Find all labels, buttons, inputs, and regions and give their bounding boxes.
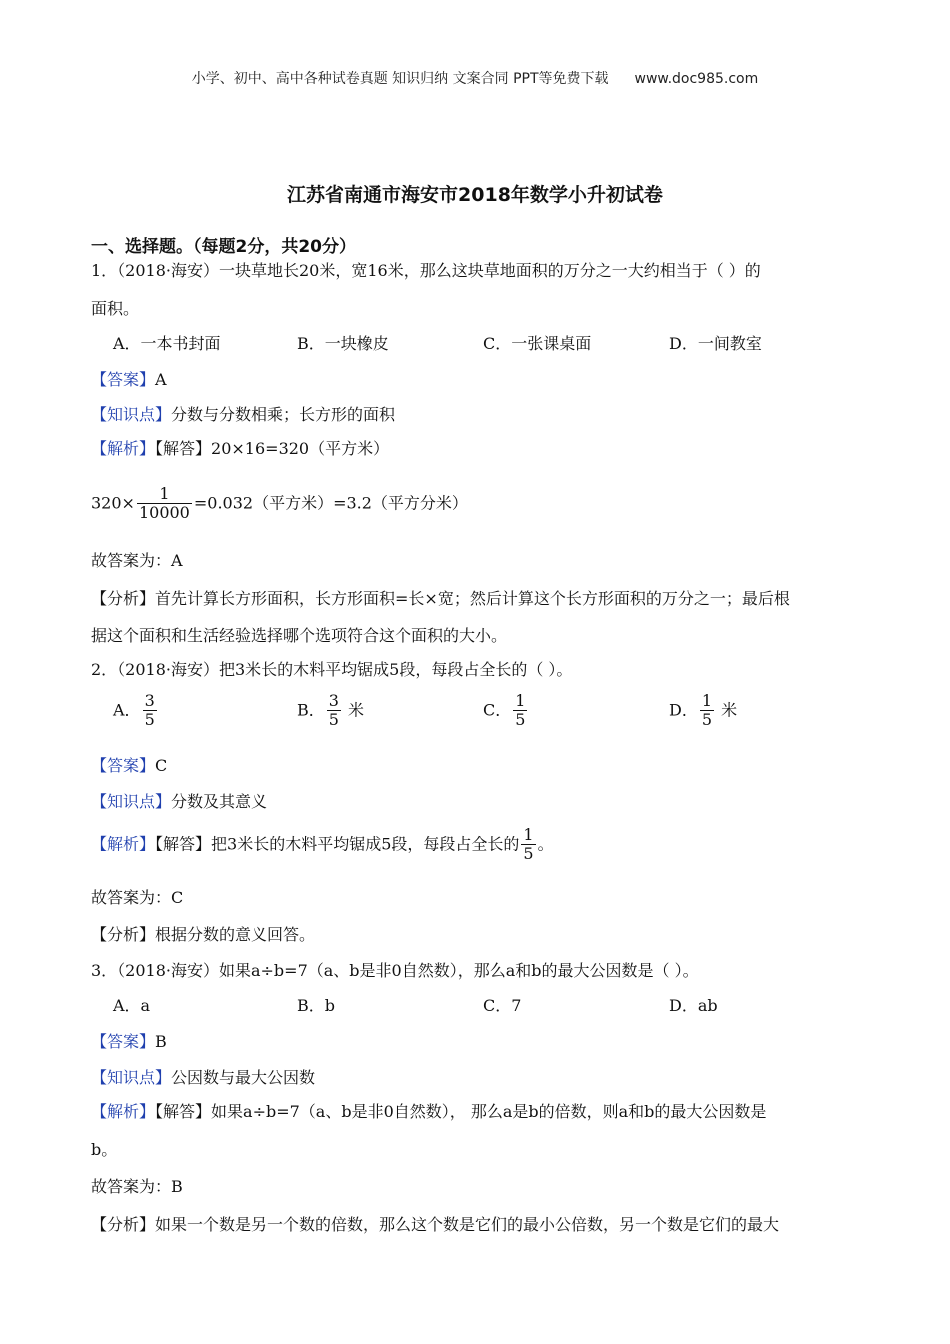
fraction-denominator: 5 — [701, 710, 713, 730]
q1-fenxi-line2: 据这个面积和生活经验选择哪个选项符合这个面积的大小。 — [91, 626, 508, 645]
fraction-denominator: 5 — [523, 844, 534, 864]
fraction-numerator: 1 — [515, 691, 526, 710]
q2-fenxi — [91, 922, 315, 945]
q3-fenxi-text: 如果一个数是另一个数的倍数，那么这个数是它们的最小公倍数，另一个数是它们的最大 — [155, 1215, 780, 1234]
q1-analysis — [91, 436, 389, 459]
q1-calc-post: =0.032（平方米）=3.2（平方分米） — [193, 493, 468, 513]
fraction-numerator: 1 — [159, 484, 170, 503]
option-label: A． — [113, 700, 141, 720]
option-fraction — [700, 692, 714, 730]
header-text: 小学、初中、高中各种试卷真题 知识归纳 文案合同 PPT等免费下载 — [191, 71, 609, 87]
q2-conclusion: 故答案为：C — [91, 888, 184, 907]
q1-stem-line2: 面积。 — [91, 299, 140, 318]
q3-solve-text: 如果a÷b=7（a、b是非0自然数）， 那么a是b的倍数，则a和b的最大公因数是 — [211, 1102, 767, 1121]
q3-analysis-line1 — [91, 1099, 766, 1122]
q3-option-c: C．7 — [483, 996, 522, 1015]
option-label: D． — [669, 700, 698, 720]
header-url[interactable]: www.doc985.com — [634, 71, 759, 87]
q2-solve-text: 把3米长的木料平均锯成5段，每段占全长的 — [211, 834, 520, 854]
q2-option-a — [113, 692, 159, 730]
q1-option-b: B．一块橡皮 — [297, 334, 389, 353]
q3-option-b: B．b — [297, 996, 336, 1015]
q3-knowledge-text: 公因数与最大公因数 — [171, 1068, 316, 1087]
q2-option-b — [297, 692, 364, 730]
answer-tag: 【答案】 — [91, 370, 156, 389]
page-header — [0, 68, 950, 88]
q1-conclusion: 故答案为：A — [91, 551, 183, 570]
page-title: 江苏省南通市海安市2018年数学小升初试卷 — [287, 184, 663, 206]
q3-stem: 3．（2018·海安）如果a÷b=7（a、b是非0自然数），那么a和b的最大公因数是（ ）。 — [91, 961, 699, 980]
q1-calc-pre: 320× — [91, 493, 135, 513]
q3-option-a: A．a — [113, 996, 151, 1015]
q2-solve-end: 。 — [537, 834, 554, 854]
fenxi-tag: 【分析】 — [91, 925, 156, 944]
q1-knowledge — [91, 402, 395, 425]
analysis-tag: 【解析】 — [91, 439, 156, 458]
solve-tag: 【解答】 — [155, 834, 212, 854]
option-fraction — [327, 692, 341, 730]
q2-knowledge — [91, 789, 267, 812]
fraction-denominator: 5 — [144, 710, 155, 730]
fenxi-tag: 【分析】 — [91, 1215, 156, 1234]
q2-stem: 2．（2018·海安）把3米长的木料平均锯成5段，每段占全长的（ ）。 — [91, 660, 573, 679]
option-fraction — [513, 692, 527, 730]
q3-option-d: D．ab — [669, 996, 718, 1015]
fraction-denominator: 10000 — [138, 503, 190, 523]
q3-answer-value: B — [155, 1032, 167, 1051]
analysis-tag: 【解析】 — [91, 1102, 156, 1121]
fraction-numerator: 1 — [701, 691, 713, 710]
option-label: B． — [297, 700, 325, 720]
q2-answer — [91, 753, 167, 776]
q2-option-d — [669, 692, 737, 730]
fraction-numerator: 1 — [523, 825, 534, 844]
q2-answer-value: C — [155, 756, 168, 775]
fraction-numerator: 3 — [328, 691, 339, 710]
answer-tag: 【答案】 — [91, 756, 156, 775]
q2-analysis — [91, 826, 554, 864]
q2-fenxi-text: 根据分数的意义回答。 — [155, 925, 316, 944]
q2-knowledge-text: 分数及其意义 — [171, 792, 268, 811]
q1-fenxi-text: 首先计算长方形面积，长方形面积=长×宽；然后计算这个长方形面积的万分之一；最后根 — [155, 589, 790, 608]
option-unit: 米 — [721, 700, 738, 720]
q3-analysis-line2: b。 — [91, 1140, 118, 1159]
q1-option-d: D．一间教室 — [669, 334, 762, 353]
knowledge-tag: 【知识点】 — [91, 792, 172, 811]
fraction-denominator: 5 — [515, 710, 526, 730]
solve-tag: 【解答】 — [155, 439, 212, 458]
knowledge-tag: 【知识点】 — [91, 405, 172, 424]
option-unit: 米 — [348, 700, 365, 720]
fenxi-tag: 【分析】 — [91, 589, 156, 608]
q1-fenxi-line1 — [91, 586, 790, 609]
q1-option-c: C．一张课桌面 — [483, 334, 592, 353]
q2-solve-fraction — [521, 826, 535, 864]
solve-tag: 【解答】 — [155, 1102, 212, 1121]
q3-knowledge — [91, 1065, 315, 1088]
section-heading: 一、选择题。（每题2分，共20分） — [91, 237, 356, 257]
q3-conclusion: 故答案为：B — [91, 1177, 183, 1196]
knowledge-tag: 【知识点】 — [91, 1068, 172, 1087]
analysis-tag: 【解析】 — [91, 834, 156, 854]
q1-calculation — [91, 485, 468, 523]
q3-answer — [91, 1029, 167, 1052]
answer-tag: 【答案】 — [91, 1032, 156, 1051]
q1-stem-line1: 1．（2018·海安）一块草地长20米，宽16米，那么这块草地面积的万分之一大约相当于（ ）的 — [91, 261, 761, 280]
option-fraction — [143, 692, 157, 730]
q1-calc-fraction — [137, 485, 192, 523]
option-label: C． — [483, 700, 512, 720]
q2-option-c — [483, 692, 529, 730]
q3-fenxi — [91, 1212, 779, 1235]
q1-solve-text: 20×16=320（平方米） — [211, 439, 390, 458]
fraction-numerator: 3 — [144, 691, 155, 710]
q1-answer-value: A — [155, 370, 167, 389]
q1-option-a: A．一本书封面 — [113, 334, 221, 353]
q1-answer — [91, 367, 167, 390]
q1-knowledge-text: 分数与分数相乘；长方形的面积 — [171, 405, 396, 424]
fraction-denominator: 5 — [328, 710, 339, 730]
